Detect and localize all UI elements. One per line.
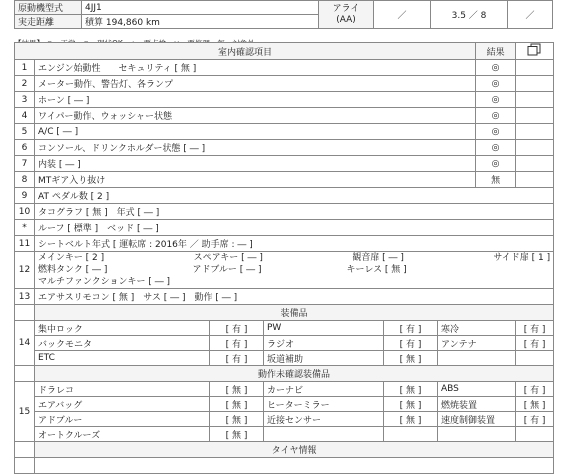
check-item-text: A/C [ ― ]: [35, 124, 476, 140]
row-number: *: [15, 220, 35, 236]
mileage-value: 積算 194,860 km: [82, 15, 319, 29]
keys-row: [15, 252, 554, 289]
empty-cell: [516, 92, 554, 108]
row-number: 8: [15, 172, 35, 188]
interior-check-title: 室内確認項目: [15, 43, 476, 60]
row-number: 2: [15, 76, 35, 92]
main-key: メインキー [ 2 ]: [38, 253, 105, 263]
check-row: [15, 289, 554, 305]
equipment-name: 坂道補助: [264, 351, 384, 366]
empty-cell: [516, 172, 554, 188]
empty-cell: [516, 140, 554, 156]
row-number: 9: [15, 188, 35, 204]
equipment-value: [ 無 ]: [384, 397, 438, 412]
spare-key: スペアキー [ ― ]: [193, 253, 263, 263]
equipment-value: [ 無 ]: [384, 412, 438, 427]
result-header: 結果: [476, 43, 516, 60]
check-row: [15, 108, 554, 124]
check-row: [15, 60, 554, 76]
equipment-value: [ 無 ]: [384, 382, 438, 397]
check-item-text: エアサスリモコン [ 無 ] サス [ ― ] 動作 [ ― ]: [35, 289, 554, 305]
check-row: [15, 172, 554, 188]
equipment-row: [15, 336, 554, 351]
multi-function-key: マルチファンクションキー [ ― ]: [38, 277, 171, 287]
equipment-value: [ 無 ]: [384, 351, 438, 366]
check-row: [15, 92, 554, 108]
alignment-label: [319, 1, 374, 29]
empty-cell: [15, 366, 35, 382]
empty-cell: [15, 458, 35, 474]
check-item-text: エンジン始動性 セキュリティ [ 無 ]: [35, 60, 476, 76]
equipment-value: [ 有 ]: [384, 336, 438, 351]
check-result: 無: [476, 172, 516, 188]
keyless: キーレス [ 無 ]: [346, 265, 407, 275]
row-number: 7: [15, 156, 35, 172]
copy-icon: [527, 43, 543, 56]
check-row: [15, 236, 554, 252]
equipment-name: 速度制御装置: [438, 412, 516, 427]
equipment-name: [438, 427, 516, 442]
check-item-text: 内装 [ ― ]: [35, 156, 476, 172]
interior-check-table: [14, 42, 554, 474]
equipment-row: [15, 351, 554, 366]
equipment-name: カーナビ: [264, 382, 384, 397]
equipment-value: [ 無 ]: [210, 397, 264, 412]
check-result: ◎: [476, 92, 516, 108]
adblue: アドブルー [ ― ]: [192, 265, 262, 275]
side-door: サイド扉 [ 1 ]: [493, 253, 551, 263]
row-number: 10: [15, 204, 35, 220]
engine-model-value: 4JJ1: [82, 1, 319, 15]
check-result: ◎: [476, 156, 516, 172]
equipment-name: ラジオ: [264, 336, 384, 351]
unchecked-row: [15, 397, 554, 412]
row-number: 11: [15, 236, 35, 252]
alignment-label-1: アライ: [332, 3, 360, 14]
check-item-text: メーター動作、警告灯、各ランプ: [35, 76, 476, 92]
check-result: ◎: [476, 76, 516, 92]
equipment-value: [ 無 ]: [210, 427, 264, 442]
check-result: ◎: [476, 124, 516, 140]
check-item-text: シートベルト年式 [ 運転席 : 2016年 ／ 助手席 : ― ]: [35, 236, 554, 252]
row-number: 12: [15, 252, 35, 289]
equipment-name: PW: [264, 321, 384, 336]
tire-info-body: [35, 458, 554, 474]
check-item-text: MTギア入り抜け: [35, 172, 476, 188]
equipment-name: ドラレコ: [35, 382, 210, 397]
equipment-value: [516, 351, 554, 366]
empty-cell: [15, 305, 35, 321]
row-number: 1: [15, 60, 35, 76]
row-number: 5: [15, 124, 35, 140]
vehicle-info-table: [14, 0, 553, 29]
tire-info-title: タイヤ情報: [35, 442, 554, 458]
check-item-text: ホーン [ ― ]: [35, 92, 476, 108]
empty-cell: [15, 442, 35, 458]
alignment-label-2: (AA): [336, 14, 356, 25]
equipment-name: [438, 351, 516, 366]
equipment-name: 燃焼装置: [438, 397, 516, 412]
keys-line-2: [38, 264, 407, 276]
row-number: 6: [15, 140, 35, 156]
equipment-value: [ 無 ]: [516, 397, 554, 412]
row-number: 4: [15, 108, 35, 124]
equipment-name: ヒーターミラー: [264, 397, 384, 412]
check-row: [15, 140, 554, 156]
equipment-value: [ 有 ]: [516, 336, 554, 351]
unchecked-row: [15, 427, 554, 442]
mileage-label: 実走距離: [15, 15, 82, 29]
equipment-value: [ 有 ]: [384, 321, 438, 336]
equipment-name: [264, 427, 384, 442]
equipment-name: バックモニタ: [35, 336, 210, 351]
check-item-text: コンソール、ドリンクホルダー状態 [ ― ]: [35, 140, 476, 156]
row-number: 15: [15, 382, 35, 442]
alignment-col-1: ／: [374, 1, 431, 29]
equipment-value: [516, 427, 554, 442]
equipment-name: ABS: [438, 382, 516, 397]
equipment-value: [ 有 ]: [210, 336, 264, 351]
alignment-col-3: ／: [508, 1, 553, 29]
check-result: ◎: [476, 108, 516, 124]
unchecked-equipment-title: 動作未確認装備品: [35, 366, 554, 382]
equipment-name: 寒冷: [438, 321, 516, 336]
check-row: [15, 188, 554, 204]
unchecked-row: [15, 412, 554, 427]
engine-model-label: 原動機型式: [15, 1, 82, 15]
equipment-name: 集中ロック: [35, 321, 210, 336]
equipment-value: [384, 427, 438, 442]
equipment-name: アドブルー: [35, 412, 210, 427]
empty-cell: [516, 124, 554, 140]
check-row: [15, 220, 554, 236]
empty-cell: [516, 60, 554, 76]
alignment-col-2: 3.5 ／ 8: [431, 1, 508, 29]
equipment-name: アンテナ: [438, 336, 516, 351]
equipment-value: [ 有 ]: [516, 321, 554, 336]
check-item-text: ルーフ [ 標準 ] ベッド [ ― ]: [35, 220, 554, 236]
empty-cell: [516, 76, 554, 92]
row-number: 3: [15, 92, 35, 108]
check-row: [15, 204, 554, 220]
equipment-value: [ 有 ]: [210, 351, 264, 366]
equipment-value: [ 無 ]: [210, 382, 264, 397]
equipment-value: [ 有 ]: [210, 321, 264, 336]
keys-details: [35, 252, 554, 289]
equipment-name: エアバッグ: [35, 397, 210, 412]
row-number: 13: [15, 289, 35, 305]
check-row: [15, 124, 554, 140]
check-row: [15, 156, 554, 172]
equipment-name: 近接センサー: [264, 412, 384, 427]
empty-cell: [516, 156, 554, 172]
double-door: 観音扉 [ ― ]: [352, 253, 404, 263]
keys-line-1: [38, 252, 550, 264]
equipment-value: [ 有 ]: [516, 382, 554, 397]
unchecked-row: [15, 382, 554, 397]
equipment-title: 装備品: [35, 305, 554, 321]
check-item-text: ワイパー動作、ウォッシャー状態: [35, 108, 476, 124]
fuel-tank: 燃料タンク [ ― ]: [38, 265, 108, 275]
check-item-text: AT ペダル数 [ 2 ]: [35, 188, 554, 204]
empty-cell: [516, 108, 554, 124]
equipment-name: オートクルーズ: [35, 427, 210, 442]
check-result: ◎: [476, 60, 516, 76]
equipment-value: [ 無 ]: [210, 412, 264, 427]
check-result: ◎: [476, 140, 516, 156]
check-row: [15, 76, 554, 92]
row-number: 14: [15, 321, 35, 366]
equipment-name: ETC: [35, 351, 210, 366]
check-item-text: タコグラフ [ 無 ] 年式 [ ― ]: [35, 204, 554, 220]
equipment-row: [15, 321, 554, 336]
equipment-value: [ 有 ]: [516, 412, 554, 427]
copy-button[interactable]: [516, 43, 554, 60]
